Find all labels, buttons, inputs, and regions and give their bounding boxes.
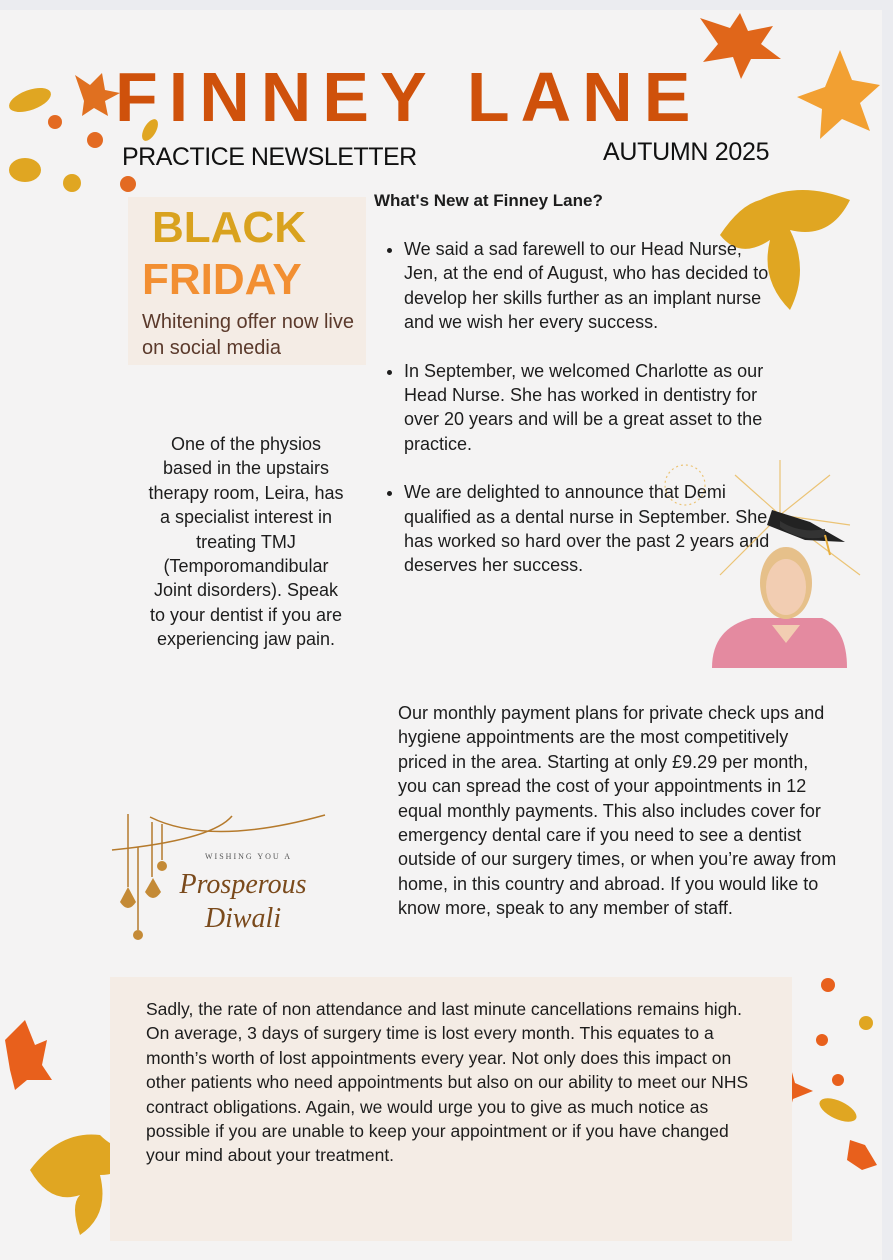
masthead-title: FINNEY LANE — [115, 58, 702, 136]
list-item: • We said a sad farewell to our Head Nurse, Jen, at the end of August, who has decided to develop her skills further as an implant nurse and we wish her every success. — [404, 237, 774, 335]
promo-text: Whitening offer now live on social media — [142, 311, 354, 359]
diwali-line1: Prosperous — [179, 869, 307, 900]
diwali-greeting-small: WISHING YOU A — [205, 852, 293, 861]
leaf-icon — [797, 50, 880, 139]
diwali-line2: Diwali — [204, 903, 282, 934]
attendance-notice — [110, 977, 792, 1241]
diwali-greeting — [168, 868, 318, 936]
attendance-text: Sadly, the rate of non attendance and last minute cancellations remains high. On average, 3 days of surgery time is lost every month. This equates to a month’s worth of lost appointments every year. Not only does this impact on other patients who need appointments but also on our ability to meet our NHS contract obligations. Again, we would urge you to give as much notice as possible if you are unable to keep your appointment or if you have changed your mind about your treatment. — [146, 999, 749, 1166]
physio-note: One of the physios based in the upstairs therapy room, Leira, has a specialist interest in treating TMJ (Temporomandibular Joint disorders). Speak to your dentist if you are experiencing jaw pain. — [148, 434, 344, 650]
graduation-cap-icon — [767, 510, 845, 555]
fireworks-icon — [665, 460, 860, 575]
list-item: • In September, we welcomed Charlotte as our Head Nurse. She has worked in dentistry for over 20 years and will be a great asset to the practice. — [404, 359, 774, 457]
promo-line1: BLACK — [152, 203, 306, 252]
payment-plans-text: Our monthly payment plans for private check ups and hygiene appointments are the most competitively priced in the area. Starting at only £9.29 per month, you can spread the cost of your appointments in 12 equal monthly payments. This also includes cover for emergency dental care if you need to see a dentist outside of our surgery times, or when you’re away from home, in this country and abroad. If you would like to know more, speak to any member of staff. — [398, 703, 837, 919]
promo-line2: FRIDAY — [142, 255, 302, 304]
masthead-subtitle: PRACTICE NEWSLETTER — [122, 143, 417, 171]
issue-date: AUTUMN 2025 — [603, 138, 770, 166]
list-item: • We are delighted to announce that Demi qualified as a dental nurse in September. She has worked so hard over the past 2 years and deserves her success. — [404, 480, 774, 578]
demi-photo — [650, 455, 880, 685]
black-friday-promo — [128, 197, 366, 365]
whats-new-heading: What's New at Finney Lane? — [374, 191, 603, 210]
